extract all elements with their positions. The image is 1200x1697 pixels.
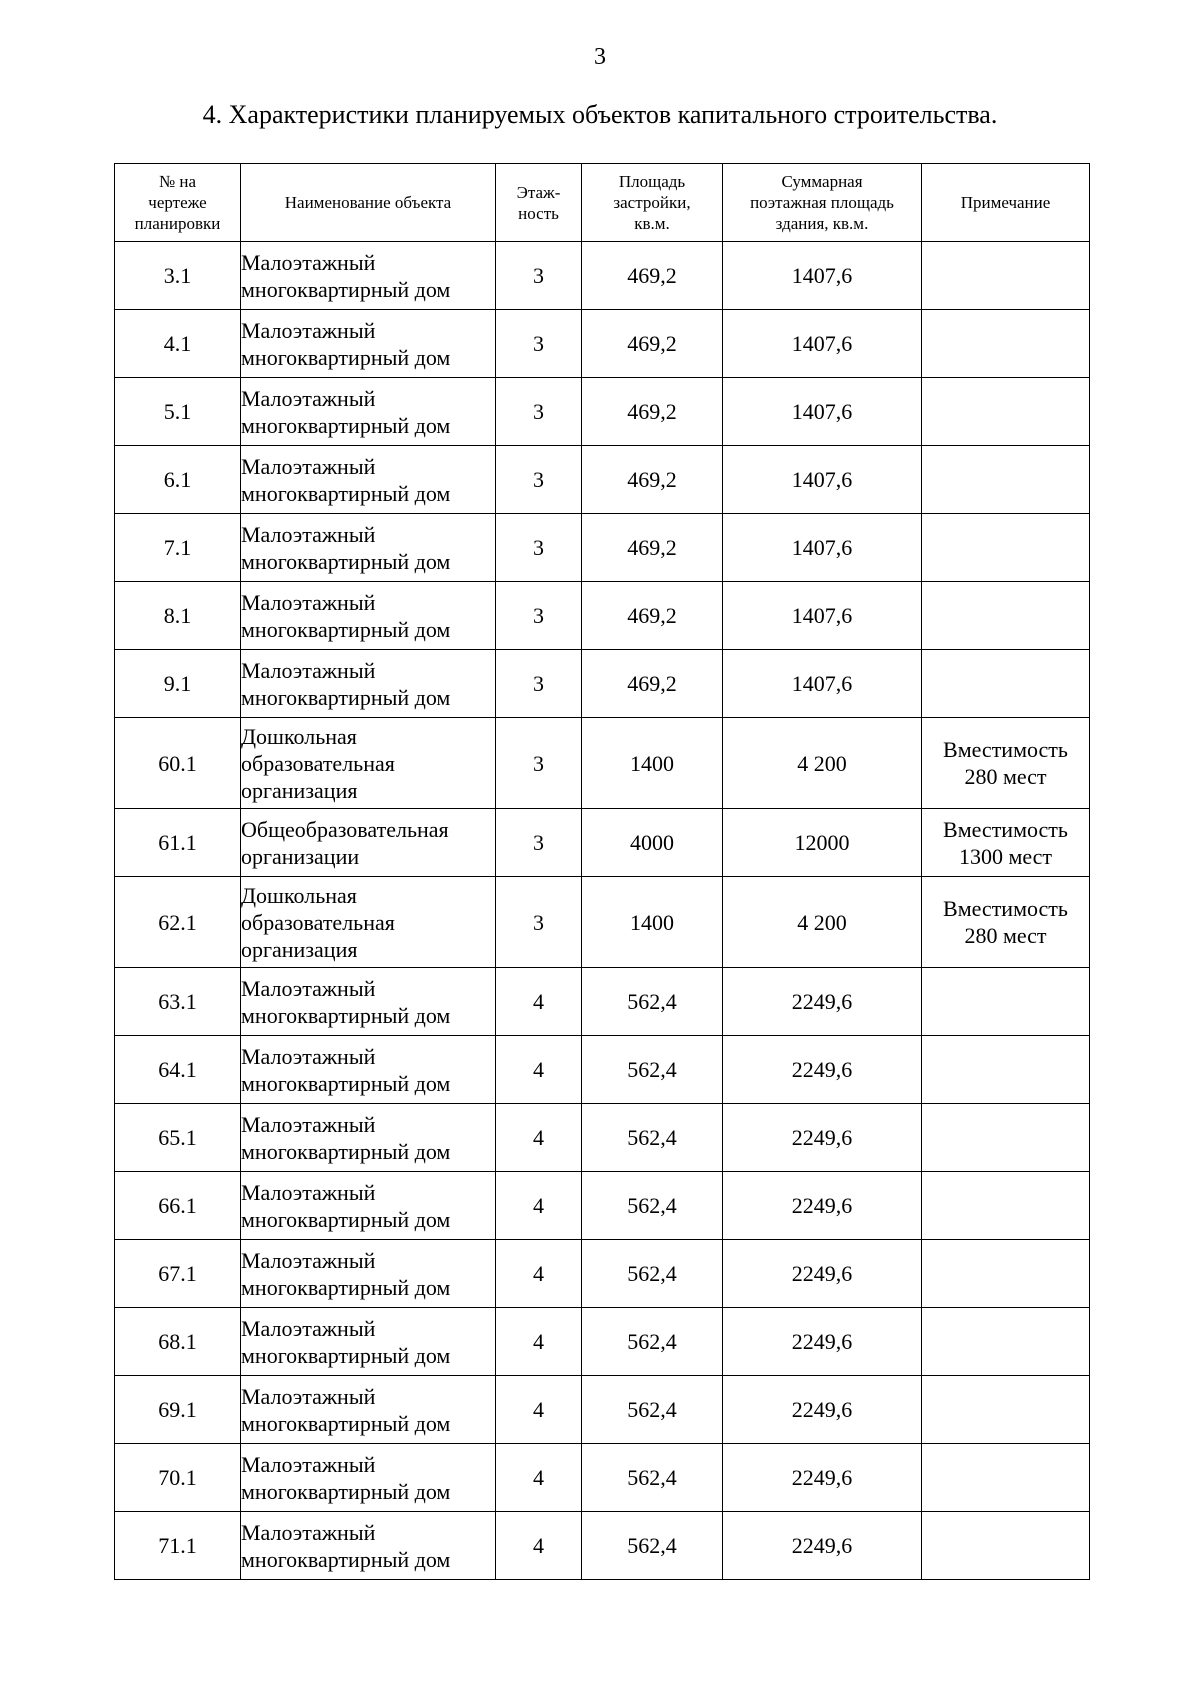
note-cell (922, 1172, 1090, 1240)
building-area-cell: 562,4 (582, 1444, 723, 1512)
building-area-cell: 469,2 (582, 582, 723, 650)
table-row (115, 1240, 1090, 1308)
total-floor-area-cell: 2249,6 (723, 1036, 922, 1104)
total-floor-area-cell: 4 200 (723, 877, 922, 968)
floors-cell: 4 (496, 1104, 582, 1172)
note-cell (922, 1512, 1090, 1580)
table-row (115, 446, 1090, 514)
note-cell (922, 1308, 1090, 1376)
table-row (115, 1512, 1090, 1580)
table-row (115, 1036, 1090, 1104)
object-number-cell: 69.1 (115, 1376, 241, 1444)
object-name-cell: Малоэтажный многоквартирный дом (241, 1308, 496, 1376)
object-name-cell: Дошкольная образовательная организация (241, 877, 496, 968)
floors-cell: 3 (496, 310, 582, 378)
table-row (115, 809, 1090, 877)
table-row (115, 1376, 1090, 1444)
note-cell (922, 446, 1090, 514)
object-name-cell: Малоэтажный многоквартирный дом (241, 1036, 496, 1104)
building-area-cell: 1400 (582, 877, 723, 968)
floors-cell: 3 (496, 378, 582, 446)
object-name-cell: Малоэтажный многоквартирный дом (241, 378, 496, 446)
header-note: Примечание (922, 164, 1090, 242)
total-floor-area-cell: 1407,6 (723, 242, 922, 310)
total-floor-area-cell: 2249,6 (723, 1240, 922, 1308)
object-number-cell: 68.1 (115, 1308, 241, 1376)
total-floor-area-cell: 2249,6 (723, 1104, 922, 1172)
note-cell (922, 1104, 1090, 1172)
section-title: 4. Характеристики планируемых объектов капитального строительства. (202, 100, 998, 129)
building-area-cell: 469,2 (582, 650, 723, 718)
floors-cell: 3 (496, 242, 582, 310)
object-name-cell: Малоэтажный многоквартирный дом (241, 1104, 496, 1172)
table-row (115, 582, 1090, 650)
building-area-cell: 469,2 (582, 378, 723, 446)
table-body (115, 242, 1090, 1580)
object-name-cell: Малоэтажный многоквартирный дом (241, 310, 496, 378)
object-number-cell: 7.1 (115, 514, 241, 582)
total-floor-area-cell: 12000 (723, 809, 922, 877)
building-area-cell: 562,4 (582, 1036, 723, 1104)
total-floor-area-cell: 2249,6 (723, 1308, 922, 1376)
object-number-cell: 5.1 (115, 378, 241, 446)
table-row (115, 968, 1090, 1036)
floors-cell: 3 (496, 514, 582, 582)
object-name-cell: Малоэтажный многоквартирный дом (241, 650, 496, 718)
object-number-cell: 60.1 (115, 718, 241, 809)
note-cell (922, 1444, 1090, 1512)
object-number-cell: 9.1 (115, 650, 241, 718)
object-name-cell: Малоэтажный многоквартирный дом (241, 1172, 496, 1240)
object-number-cell: 65.1 (115, 1104, 241, 1172)
building-area-cell: 562,4 (582, 1308, 723, 1376)
floors-cell: 3 (496, 718, 582, 809)
note-cell (922, 1376, 1090, 1444)
floors-cell: 3 (496, 650, 582, 718)
note-cell: Вместимость 1300 мест (922, 809, 1090, 877)
total-floor-area-cell: 1407,6 (723, 514, 922, 582)
object-name-cell: Малоэтажный многоквартирный дом (241, 968, 496, 1036)
object-number-cell: 6.1 (115, 446, 241, 514)
object-number-cell: 64.1 (115, 1036, 241, 1104)
floors-cell: 3 (496, 446, 582, 514)
object-name-cell: Малоэтажный многоквартирный дом (241, 1512, 496, 1580)
table-row (115, 514, 1090, 582)
object-number-cell: 70.1 (115, 1444, 241, 1512)
header-row (115, 164, 1090, 242)
total-floor-area-cell: 2249,6 (723, 1172, 922, 1240)
object-name-cell: Малоэтажный многоквартирный дом (241, 1376, 496, 1444)
building-area-cell: 562,4 (582, 1172, 723, 1240)
table-row (115, 718, 1090, 809)
floors-cell: 3 (496, 877, 582, 968)
total-floor-area-cell: 2249,6 (723, 1444, 922, 1512)
object-number-cell: 4.1 (115, 310, 241, 378)
object-number-cell: 71.1 (115, 1512, 241, 1580)
header-area: Площадь застройки, кв.м. (582, 164, 723, 242)
table-row (115, 1308, 1090, 1376)
building-area-cell: 469,2 (582, 242, 723, 310)
object-name-cell: Общеобразовательная организации (241, 809, 496, 877)
object-number-cell: 8.1 (115, 582, 241, 650)
building-area-cell: 562,4 (582, 968, 723, 1036)
floors-cell: 4 (496, 1376, 582, 1444)
objects-table (114, 163, 1090, 1580)
total-floor-area-cell: 1407,6 (723, 446, 922, 514)
floors-cell: 3 (496, 582, 582, 650)
object-name-cell: Малоэтажный многоквартирный дом (241, 242, 496, 310)
total-floor-area-cell: 4 200 (723, 718, 922, 809)
page-number: 3 (594, 44, 606, 70)
total-floor-area-cell: 1407,6 (723, 650, 922, 718)
building-area-cell: 562,4 (582, 1104, 723, 1172)
total-floor-area-cell: 1407,6 (723, 310, 922, 378)
floors-cell: 4 (496, 1172, 582, 1240)
table-row (115, 378, 1090, 446)
floors-cell: 4 (496, 1444, 582, 1512)
note-cell (922, 378, 1090, 446)
building-area-cell: 469,2 (582, 446, 723, 514)
note-cell: Вместимость 280 мест (922, 877, 1090, 968)
note-cell (922, 514, 1090, 582)
header-name: Наименование объекта (241, 164, 496, 242)
object-number-cell: 62.1 (115, 877, 241, 968)
note-cell (922, 650, 1090, 718)
building-area-cell: 4000 (582, 809, 723, 877)
note-cell: Вместимость 280 мест (922, 718, 1090, 809)
building-area-cell: 562,4 (582, 1376, 723, 1444)
table-row (115, 877, 1090, 968)
table-row (115, 1172, 1090, 1240)
note-cell (922, 582, 1090, 650)
building-area-cell: 1400 (582, 718, 723, 809)
total-floor-area-cell: 1407,6 (723, 582, 922, 650)
note-cell (922, 968, 1090, 1036)
note-cell (922, 310, 1090, 378)
object-number-cell: 61.1 (115, 809, 241, 877)
object-number-cell: 3.1 (115, 242, 241, 310)
building-area-cell: 469,2 (582, 310, 723, 378)
building-area-cell: 469,2 (582, 514, 723, 582)
floors-cell: 4 (496, 968, 582, 1036)
header-num: № на чертеже планировки (115, 164, 241, 242)
header-floors: Этаж- ность (496, 164, 582, 242)
object-name-cell: Малоэтажный многоквартирный дом (241, 1444, 496, 1512)
total-floor-area-cell: 1407,6 (723, 378, 922, 446)
table-row (115, 1444, 1090, 1512)
table-row (115, 242, 1090, 310)
floors-cell: 4 (496, 1512, 582, 1580)
total-floor-area-cell: 2249,6 (723, 968, 922, 1036)
header-total: Суммарная поэтажная площадь здания, кв.м. (723, 164, 922, 242)
object-name-cell: Малоэтажный многоквартирный дом (241, 514, 496, 582)
object-name-cell: Малоэтажный многоквартирный дом (241, 582, 496, 650)
building-area-cell: 562,4 (582, 1512, 723, 1580)
table-header (115, 164, 1090, 242)
note-cell (922, 1240, 1090, 1308)
total-floor-area-cell: 2249,6 (723, 1512, 922, 1580)
floors-cell: 3 (496, 809, 582, 877)
object-number-cell: 67.1 (115, 1240, 241, 1308)
floors-cell: 4 (496, 1036, 582, 1104)
object-number-cell: 63.1 (115, 968, 241, 1036)
object-name-cell: Малоэтажный многоквартирный дом (241, 446, 496, 514)
note-cell (922, 242, 1090, 310)
table-row (115, 310, 1090, 378)
floors-cell: 4 (496, 1240, 582, 1308)
table-row (115, 1104, 1090, 1172)
object-name-cell: Дошкольная образовательная организация (241, 718, 496, 809)
building-area-cell: 562,4 (582, 1240, 723, 1308)
object-number-cell: 66.1 (115, 1172, 241, 1240)
note-cell (922, 1036, 1090, 1104)
floors-cell: 4 (496, 1308, 582, 1376)
table-row (115, 650, 1090, 718)
object-name-cell: Малоэтажный многоквартирный дом (241, 1240, 496, 1308)
total-floor-area-cell: 2249,6 (723, 1376, 922, 1444)
